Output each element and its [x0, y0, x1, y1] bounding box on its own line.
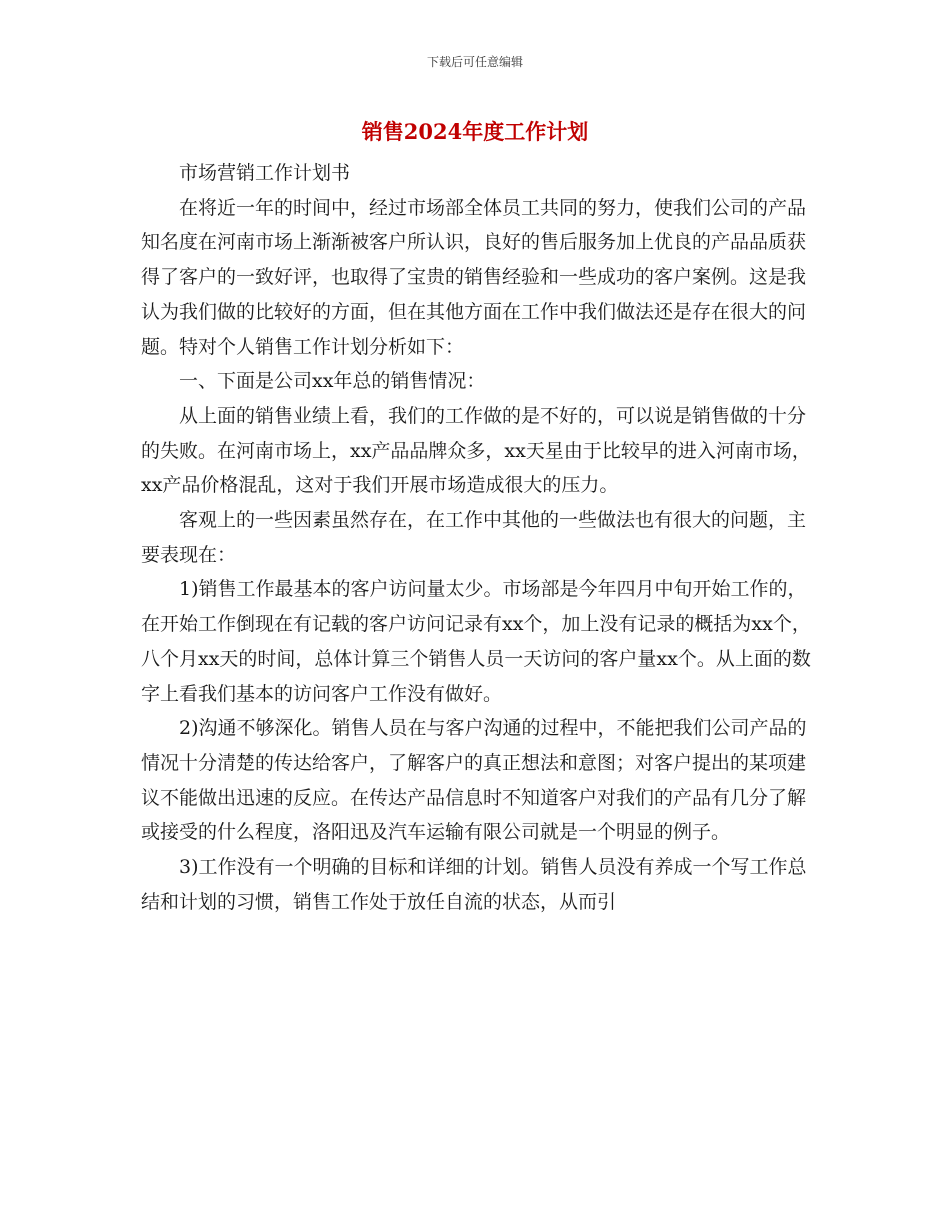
paragraph: 从上面的销售业绩上看，我们的工作做的是不好的，可以说是销售做的十分的失败。在河南市场上，xx产品品牌众多，xx天星由于比较早的进入河南市场，xx产品价格混乱，这对于我们开展市场造成很大的压力。 [141, 404, 811, 497]
paragraph: 3)工作没有一个明确的目标和详细的计划。销售人员没有养成一个写工作总结和计划的习惯，销售工作处于放任自流的状态，从而引 [141, 856, 807, 913]
paragraph: 客观上的一些因素虽然存在，在工作中其他的一些做法也有很大的问题，主要表现在： [141, 509, 807, 566]
paragraph: 2)沟通不够深化。销售人员在与客户沟通的过程中，不能把我们公司产品的情况十分清楚的传达给客户，了解客户的真正想法和意图；对客户提出的某项建议不能做出迅速的反应。在传达产品信息时不知道客户对我们的产品有几分了解或接受的什么程度，洛阳迅及汽车运输有限公司就是一个明显的例子。 [141, 717, 807, 844]
document-body [141, 156, 811, 919]
page-header: 下载后可任意编辑 [426, 55, 523, 69]
paragraph: 1)销售工作最基本的客户访问量太少。市场部是今年四月中旬开始工作的，在开始工作倒现在有记载的客户访问记录有xx个，加上没有记录的概括为xx个，八个月xx天的时间，总体计算三个销售人员一天访问的客户量xx个。从上面的数字上看我们基本的访问客户工作没有做好。 [141, 578, 811, 705]
paragraph-subtitle: 市场营销工作计划书 [179, 162, 351, 184]
paragraph: 在将近一年的时间中，经过市场部全体员工共同的努力，使我们公司的产品知名度在河南市场上渐渐被客户所认识，良好的售后服务加上优良的产品品质获得了客户的一致好评，也取得了宝贵的销售经验和一些成功的客户案例。这是我认为我们做的比较好的方面，但在其他方面在工作中我们做法还是存在很大的问题。特对个人销售工作计划分析如下： [141, 196, 807, 358]
document-title: 销售2024年度工作计划 [361, 119, 589, 144]
paragraph-heading: 一、下面是公司xx年总的销售情况： [179, 370, 486, 393]
